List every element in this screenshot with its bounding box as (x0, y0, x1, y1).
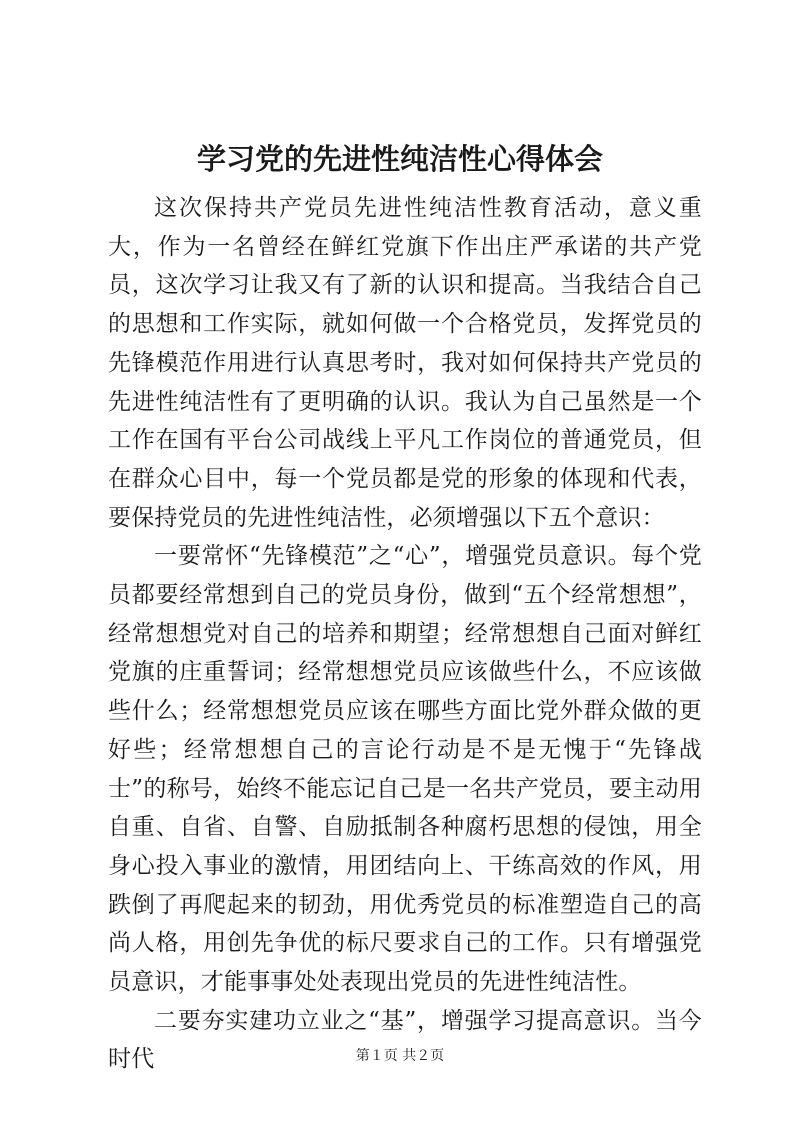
paragraph-second-point: 二要夯实建功立业之“基”，增强学习提高意识。当今时代 (108, 1007, 702, 1073)
page-footer (0, 1046, 800, 1066)
paragraph-intro: 这次保持共产党员先进性纯洁性教育活动，意义重大，作为一名曾经在鲜红党旗下作出庄严承诺的共产党员，这次学习让我又有了新的认识和提高。当我结合自己的思想和工作实际，就如何做一个合格党员，发挥党员的先锋模范作用进行认真思考时，我对如何保持共产党员的先进性纯洁性有了更明确的认识。我认为自己虽然是一个工作在国有平台公司战线上平凡工作岗位的普通党员，但在群众心目中，每一个党员都是党的形象的体现和代表，要保持党员的先进性纯洁性，必须增强以下五个意识： (108, 195, 702, 531)
paragraph-first-point: 一要常怀“先锋模范”之“心”，增强党员意识。每个党员都要经常想到自己的党员身份，做到“五个经常想想”，经常想想党对自己的培养和期望；经常想想自己面对鲜红党旗的庄重誓词；经常想想党员应该做些什么，不应该做些什么；经常想想党员应该在哪些方面比党外群众做的更好些；经常想想自己的言论行动是不是无愧于“先锋战士”的称号，始终不能忘记自己是一名共产党员，要主动用自重、自省、自警、自励抵制各种腐朽思想的侵蚀，用全身心投入事业的激情，用团结向上、干练高效的作风，用跌倒了再爬起来的韧劲，用优秀党员的标准塑造自己的高尚人格，用创先争优的标尺要求自己的工作。只有增强党员意识，才能事事处处表现出党员的先进性纯洁性。 (108, 543, 702, 996)
page-number: 第１页 共２页 (355, 1048, 445, 1064)
document-body (108, 189, 702, 1079)
document-title: 学习党的先进性纯洁性心得体会 (196, 142, 603, 176)
